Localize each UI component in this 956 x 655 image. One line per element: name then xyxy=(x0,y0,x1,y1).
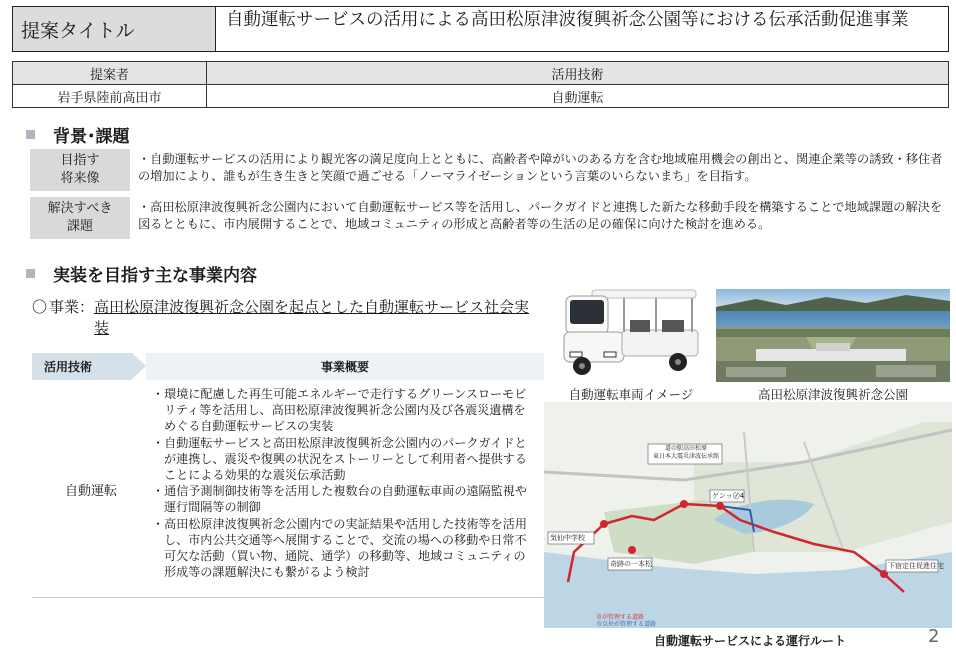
route-map-graphic xyxy=(544,402,952,628)
vehicle-caption: 自動運転車両イメージ xyxy=(568,387,694,402)
technology-value: 自動運転 xyxy=(207,85,949,108)
business-summary-list xyxy=(152,386,537,580)
title-label: 提案タイトル xyxy=(13,7,216,51)
map-label-gate: ゲンッ〄4 xyxy=(712,492,745,500)
arrow-icon xyxy=(132,353,146,379)
implementation-heading xyxy=(26,261,257,286)
section-square-icon xyxy=(26,130,35,139)
map-label-school: 気仙中学校 xyxy=(550,534,585,542)
route-map xyxy=(544,402,952,628)
page-title: 自動運転サービスの活用による高田松原津波復興祈念公園等における伝承活動促進事業 xyxy=(226,10,909,30)
business-table-header xyxy=(32,353,544,380)
page-number: 2 xyxy=(928,626,940,647)
list-item: ・ 環境に配慮した再生可能エネルギーで走行するグリーンスローモビリティ等を活用し、高田松原津波復興祈念公園内及び各震災遺構をめぐる自動運転サービスの実装 xyxy=(152,386,537,435)
legend-item: 市が管理する道路 xyxy=(596,614,645,621)
map-label-dormitory: 下宿定住促進住宅 xyxy=(888,562,944,570)
project-label: 事業： xyxy=(49,298,95,316)
proposer-header: 提案者 xyxy=(13,62,207,85)
list-item: ・ 高田松原津波復興祈念公園内での実証結果や活用した技術等を活用し、市内公共交通等へ展開することで、交流の場への移動や日常不可欠な活動（買い物、通院、通学）の移動等、地域コミュニティの形成等の課題解決にも繋がるよう検討 xyxy=(152,516,537,581)
goal-row xyxy=(30,149,948,191)
goal-text: ・自動運転サービスの活用により観光客の満足度向上とともに、高齢者や障がいのある方を含む地域雇用機会の創出と、関連企業等の誘致・移住者の増加により、誰もが生き生きと笑顔で過ごせる「ノーマライゼーションという言葉のいらないまち」を目指す。 xyxy=(138,152,943,183)
map-caption: 自動運転サービスによる運行ルート xyxy=(653,634,846,648)
proposer-table xyxy=(12,61,949,108)
business-key-header: 活用技術 xyxy=(32,353,132,380)
background-heading xyxy=(26,122,130,147)
technology-header: 活用技術 xyxy=(207,62,949,85)
circle-bullet-icon: 〇 xyxy=(32,298,48,316)
proposer-value: 岩手県陸前高田市 xyxy=(13,85,207,108)
park-aerial-image xyxy=(716,289,950,382)
title-bar xyxy=(12,6,949,52)
business-key: 自動運転 xyxy=(64,484,117,499)
background-heading-text: 背景･課題 xyxy=(53,127,130,147)
map-label-pine: 奇跡の一本松 xyxy=(610,560,652,568)
business-table-body xyxy=(32,382,544,598)
legend-item: 市以外が管理する道路 xyxy=(596,621,657,628)
list-item: ・ 通信予測制御技術等を活用した複数台の自動運転車両の遠隔監視や運行間隔等の制御 xyxy=(152,483,537,515)
park-caption: 高田松原津波復興祈念公園 xyxy=(757,387,908,402)
implementation-heading-text: 実装を目指す主な事業内容 xyxy=(53,266,257,286)
issue-key: 解決すべき 課題 xyxy=(30,197,130,239)
list-item: ・ 自動運転サービスと高田松原津波復興祈念公園内のパークガイドとが連携し、震災や復興の状況をストーリーとして利用者へ提供することによる効果的な震災伝承活動 xyxy=(152,435,537,484)
goal-key: 目指す 将来像 xyxy=(30,149,130,191)
issue-row xyxy=(30,197,948,239)
project-line xyxy=(32,297,534,339)
issue-text: ・高田松原津波復興祈念公園内において自動運転サービス等を活用し、パークガイドと連携した新たな移動手段を構築することで地域課題の解決を図るとともに、市内展開することで、地域コミュニティの形成と高齢者等の生活の足の確保に向けた検討を進める。 xyxy=(138,200,943,231)
map-legend xyxy=(596,614,656,628)
business-summary-header: 事業概要 xyxy=(146,353,544,380)
project-text: 高田松原津波復興祈念公園を起点とした自動運転サービス社会実装 xyxy=(94,298,530,337)
vehicle-image xyxy=(556,286,706,382)
map-label-building: 道の駅高田松原 東日本大震災津波伝承館 xyxy=(652,445,719,460)
section-square-icon xyxy=(26,269,35,278)
